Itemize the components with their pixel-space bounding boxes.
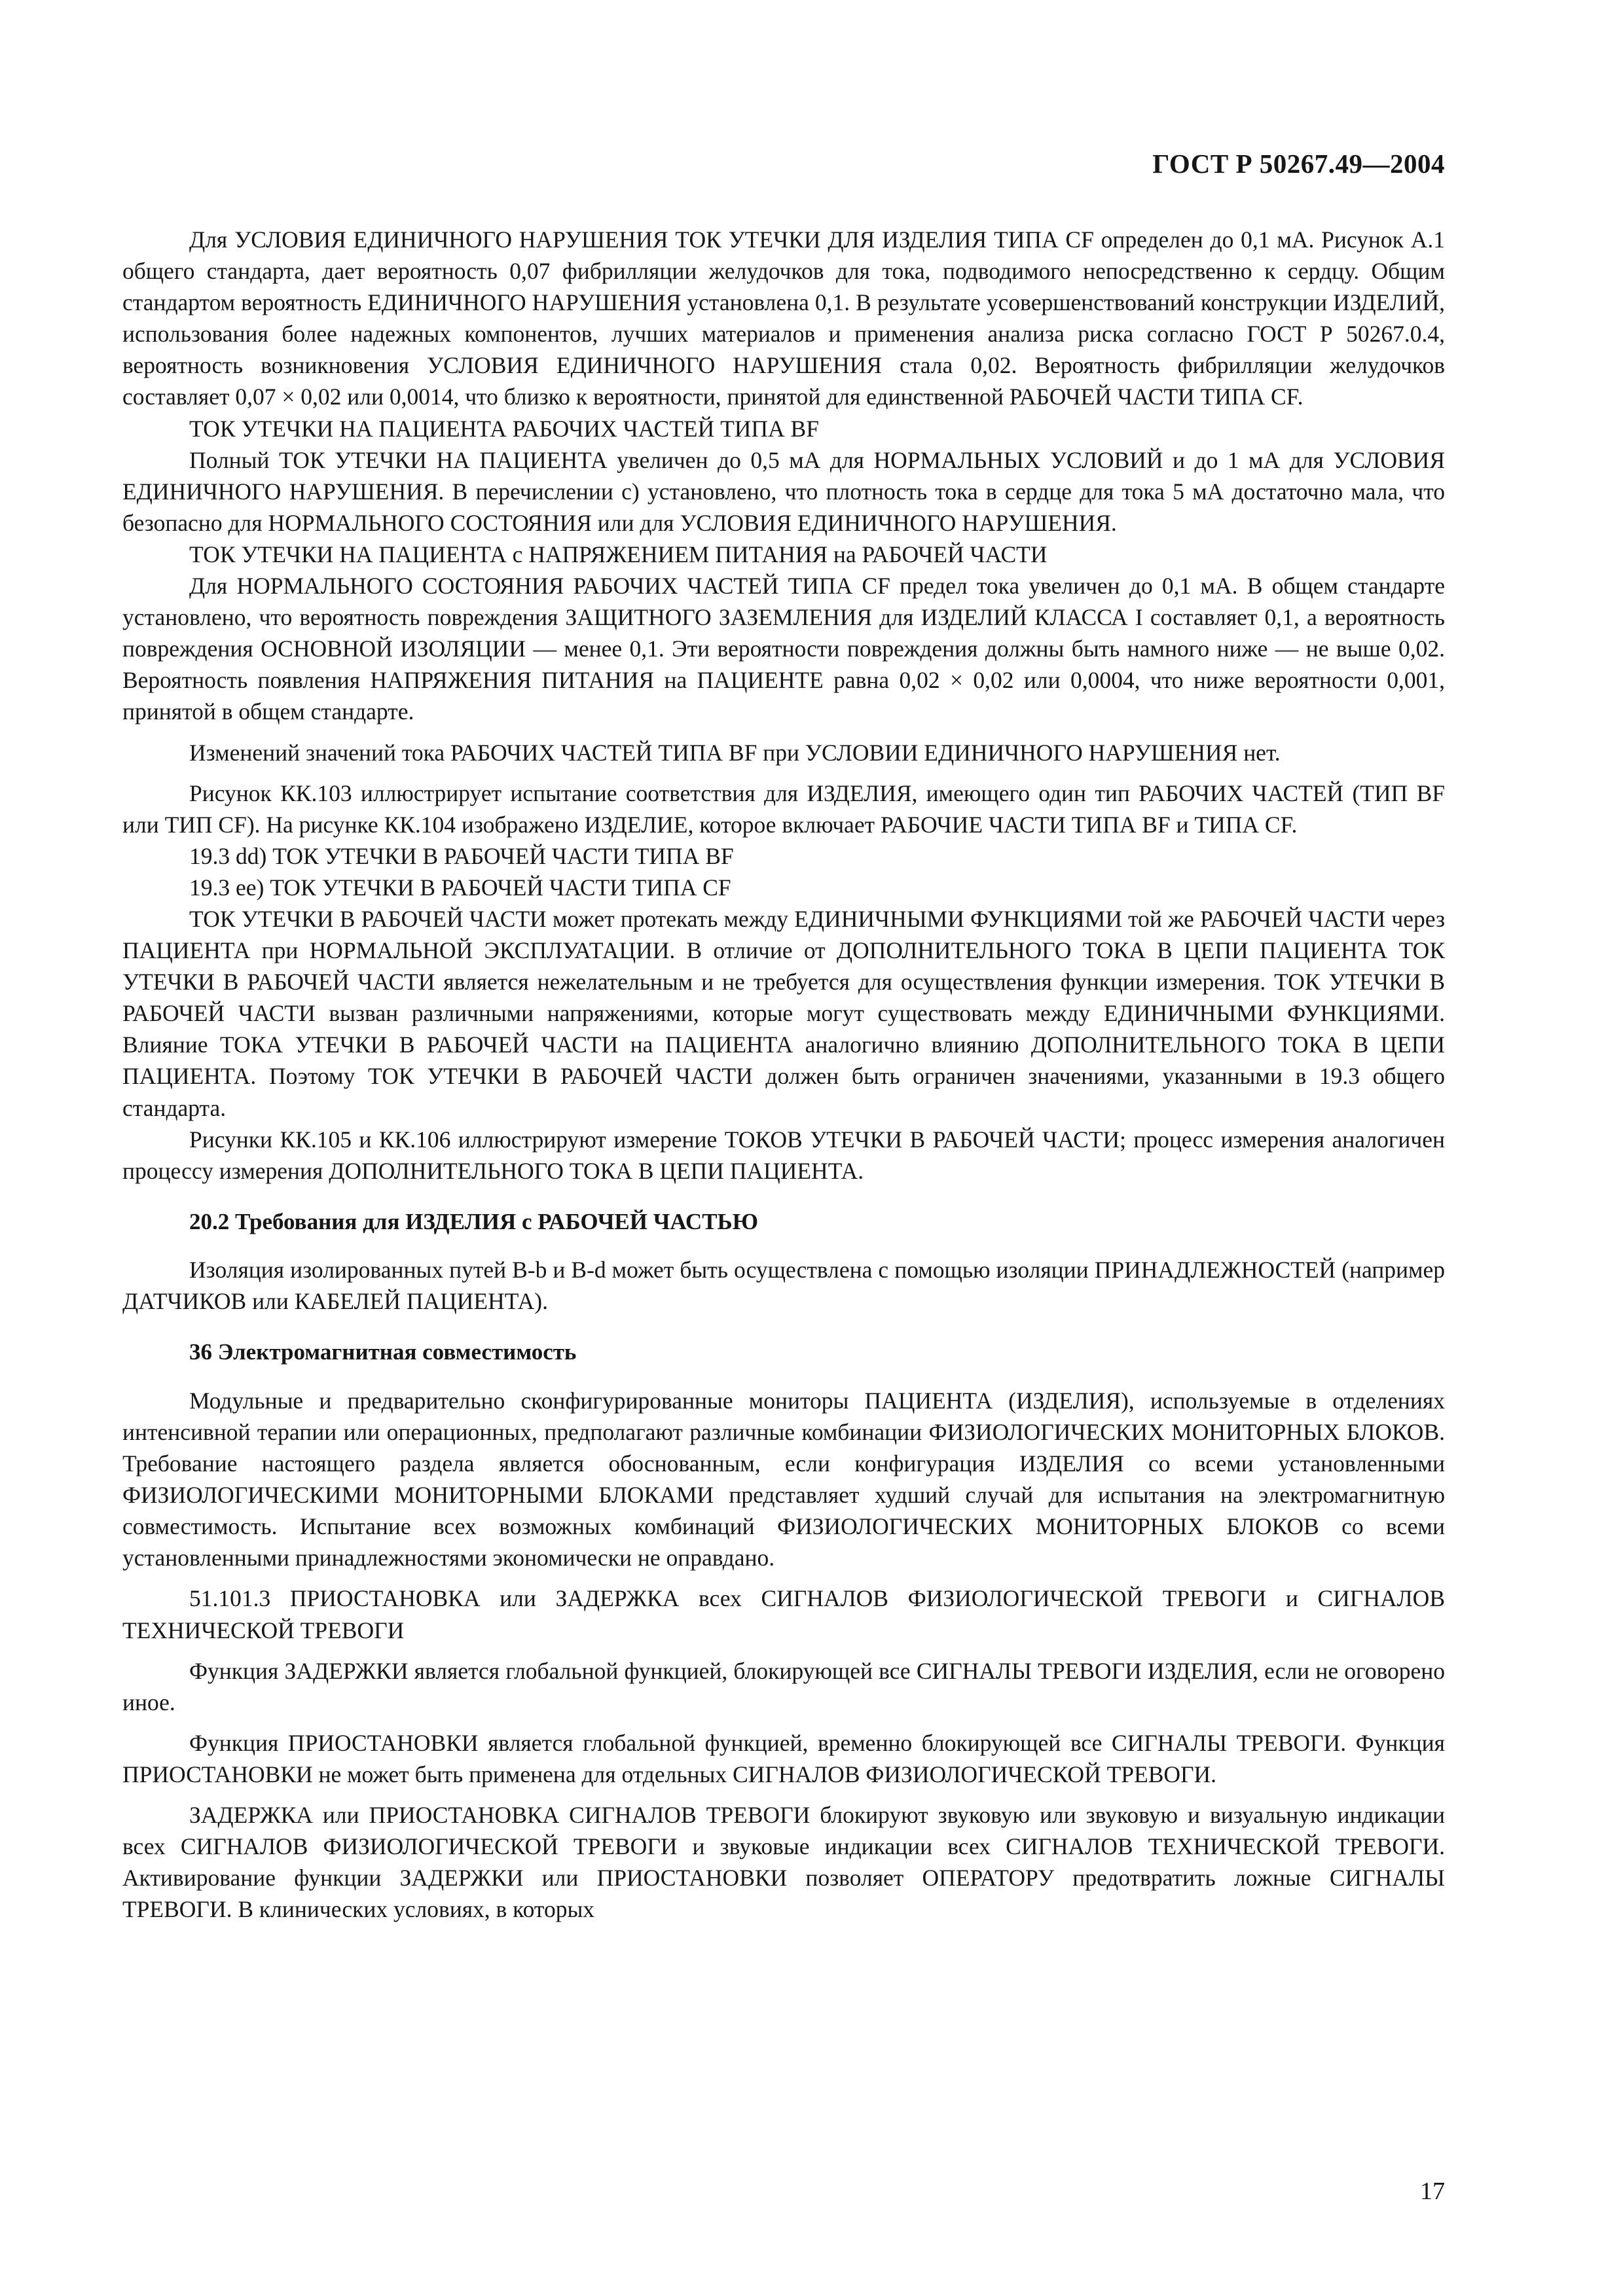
paragraph: Рисунки КК.105 и КК.106 иллюстрируют измерение ТОКОВ УТЕЧКИ В РАБОЧЕЙ ЧАСТИ; процесс измерения аналогичен процессу измерения ДОПОЛНИТЕЛЬНОГО ТОКА В ЦЕПИ ПАЦИЕНТА. <box>122 1126 1445 1184</box>
section-heading-36: 36 Электромагнитная совместимость <box>189 1339 577 1365</box>
subheading: ТОК УТЕЧКИ НА ПАЦИЕНТА РАБОЧИХ ЧАСТЕЙ ТИПА BF <box>189 415 819 442</box>
section-heading-20-2: 20.2 Требования для ИЗДЕЛИЯ с РАБОЧЕЙ ЧАСТЬЮ <box>189 1208 759 1234</box>
subheading: ТОК УТЕЧКИ НА ПАЦИЕНТА с НАПРЯЖЕНИЕМ ПИТАНИЯ на РАБОЧЕЙ ЧАСТИ <box>189 541 1048 567</box>
document-body <box>122 224 1445 1925</box>
paragraph: Рисунок КК.103 иллюстрирует испытание соответствия для ИЗДЕЛИЯ, имеющего один тип РАБОЧИХ ЧАСТЕЙ (ТИП BF или ТИП CF). На рисунке КК.104 изображено ИЗДЕЛИЕ, которое включает РАБОЧИЕ ЧАСТИ ТИПА BF и ТИПА CF. <box>122 780 1445 838</box>
paragraph: Функция ЗАДЕРЖКИ является глобальной функцией, блокирующей все СИГНАЛЫ ТРЕВОГИ ИЗДЕЛИЯ, если не оговорено иное. <box>122 1657 1445 1715</box>
paragraph: Изоляция изолированных путей B-b и B-d может быть осуществлена с помощью изоляции ПРИНАДЛЕЖНОСТЕЙ (например ДАТЧИКОВ или КАБЕЛЕЙ ПАЦИЕНТА). <box>122 1257 1445 1315</box>
paragraph: ТОК УТЕЧКИ В РАБОЧЕЙ ЧАСТИ может протекать между ЕДИНИЧНЫМИ ФУНКЦИЯМИ той же РАБОЧЕЙ ЧАСТИ через ПАЦИЕНТА при НОРМАЛЬНОЙ ЭКСПЛУАТАЦИИ. В отличие от ДОПОЛНИТЕЛЬНОГО ТОКА В ЦЕПИ ПАЦИЕНТА ТОК УТЕЧКИ В РАБОЧЕЙ ЧАСТИ является нежелательным и не требуется для осуществления функции измерения. ТОК УТЕЧКИ В РАБОЧЕЙ ЧАСТИ вызван различными напряжениями, которые могут существовать между ЕДИНИЧНЫМИ ФУНКЦИЯМИ. Влияние ТОКА УТЕЧКИ В РАБОЧЕЙ ЧАСТИ на ПАЦИЕНТА аналогично влиянию ДОПОЛНИТЕЛЬНОГО ТОКА В ЦЕПИ ПАЦИЕНТА. Поэтому ТОК УТЕЧКИ В РАБОЧЕЙ ЧАСТИ должен быть ограничен значениями, указанными в 19.3 общего стандарта. <box>122 905 1445 1121</box>
paragraph: ЗАДЕРЖКА или ПРИОСТАНОВКА СИГНАЛОВ ТРЕВОГИ блокируют звуковую или звуковую и визуальную индикации всех СИГНАЛОВ ФИЗИОЛОГИЧЕСКОЙ ТРЕВОГИ и звуковые индикации всех СИГНАЛОВ ТЕХНИЧЕСКОЙ ТРЕВОГИ. Активирование функции ЗАДЕРЖКИ или ПРИОСТАНОВКИ позволяет ОПЕРАТОРУ предотвратить ложные СИГНАЛЫ ТРЕВОГИ. В клинических условиях, в которых <box>122 1801 1445 1923</box>
page-number: 17 <box>1420 2178 1445 2205</box>
paragraph: Для НОРМАЛЬНОГО СОСТОЯНИЯ РАБОЧИХ ЧАСТЕЙ ТИПА CF предел тока увеличен до 0,1 мА. В общем стандарте установлено, что вероятность повреждения ЗАЩИТНОГО ЗАЗЕМЛЕНИЯ для ИЗДЕЛИЙ КЛАССА I составляет 0,1, а вероятность повреждения ОСНОВНОЙ ИЗОЛЯЦИИ — менее 0,1. Эти вероятности повреждения должны быть намного ниже — не выше 0,02. Вероятность появления НАПРЯЖЕНИЯ ПИТАНИЯ на ПАЦИЕНТЕ равна 0,02 × 0,02 или 0,0004, что ниже вероятности 0,001, принятой в общем стандарте. <box>122 573 1445 725</box>
clause-item: 19.3 ее) ТОК УТЕЧКИ В РАБОЧЕЙ ЧАСТИ ТИПА CF <box>189 874 731 901</box>
clause-item: 19.3 dd) ТОК УТЕЧКИ В РАБОЧЕЙ ЧАСТИ ТИПА BF <box>189 842 734 869</box>
paragraph: Для УСЛОВИЯ ЕДИНИЧНОГО НАРУШЕНИЯ ТОК УТЕЧКИ ДЛЯ ИЗДЕЛИЯ ТИПА CF определен до 0,1 мА. Рисунок А.1 общего стандарта, дает вероятность 0,07 фибрилляции желудочков для тока, подводимого непосредственно к сердцу. Общим стандартом вероятность ЕДИНИЧНОГО НАРУШЕНИЯ установлена 0,1. В результате усовершенствований конструкции ИЗДЕЛИЙ, использования более надежных компонентов, лучших материалов и применения анализа риска согласно ГОСТ Р 50267.0.4, вероятность возникновения УСЛОВИЯ ЕДИНИЧНОГО НАРУШЕНИЯ стала 0,02. Вероятность фибрилляции желудочков составляет 0,07 × 0,02 или 0,0014, что близко к вероятности, принятой для единственной РАБОЧЕЙ ЧАСТИ ТИПА CF. <box>122 226 1445 410</box>
clause-heading: 51.101.3 ПРИОСТАНОВКА или ЗАДЕРЖКА всех СИГНАЛОВ ФИЗИОЛОГИЧЕСКОЙ ТРЕВОГИ и СИГНАЛОВ ТЕХНИЧЕСКОЙ ТРЕВОГИ <box>122 1585 1445 1643</box>
paragraph: Полный ТОК УТЕЧКИ НА ПАЦИЕНТА увеличен до 0,5 мА для НОРМАЛЬНЫХ УСЛОВИЙ и до 1 мА для УСЛОВИЯ ЕДИНИЧНОГО НАРУШЕНИЯ. В перечислении с) установлено, что плотность тока в сердце для тока 5 мА достаточно мала, что безопасно для НОРМАЛЬНОГО СОСТОЯНИЯ или для УСЛОВИЯ ЕДИНИЧНОГО НАРУШЕНИЯ. <box>122 446 1445 536</box>
document-header: ГОСТ Р 50267.49—2004 <box>1152 149 1445 179</box>
paragraph: Изменений значений тока РАБОЧИХ ЧАСТЕЙ ТИПА BF при УСЛОВИИ ЕДИНИЧНОГО НАРУШЕНИЯ нет. <box>189 739 1281 766</box>
paragraph: Функция ПРИОСТАНОВКИ является глобальной функцией, временно блокирующей все СИГНАЛЫ ТРЕВОГИ. Функция ПРИОСТАНОВКИ не может быть применена для отдельных СИГНАЛОВ ФИЗИОЛОГИЧЕСКОЙ ТРЕВОГИ. <box>122 1729 1445 1787</box>
paragraph: Модульные и предварительно сконфигурированные мониторы ПАЦИЕНТА (ИЗДЕЛИЯ), используемые в отделениях интенсивной терапии или операционных, предполагают различные комбинации ФИЗИОЛОГИЧЕСКИХ МОНИТОРНЫХ БЛОКОВ. Требование настоящего раздела является обоснованным, если конфигурация ИЗДЕЛИЯ со всеми установленными ФИЗИОЛОГИЧЕСКИМИ МОНИТОРНЫМИ БЛОКАМИ представляет худший случай для испытания на электромагнитную совместимость. Испытание всех возможных комбинаций ФИЗИОЛОГИЧЕСКИХ МОНИТОРНЫХ БЛОКОВ со всеми установленными принадлежностями экономически не оправдано. <box>122 1387 1445 1571</box>
